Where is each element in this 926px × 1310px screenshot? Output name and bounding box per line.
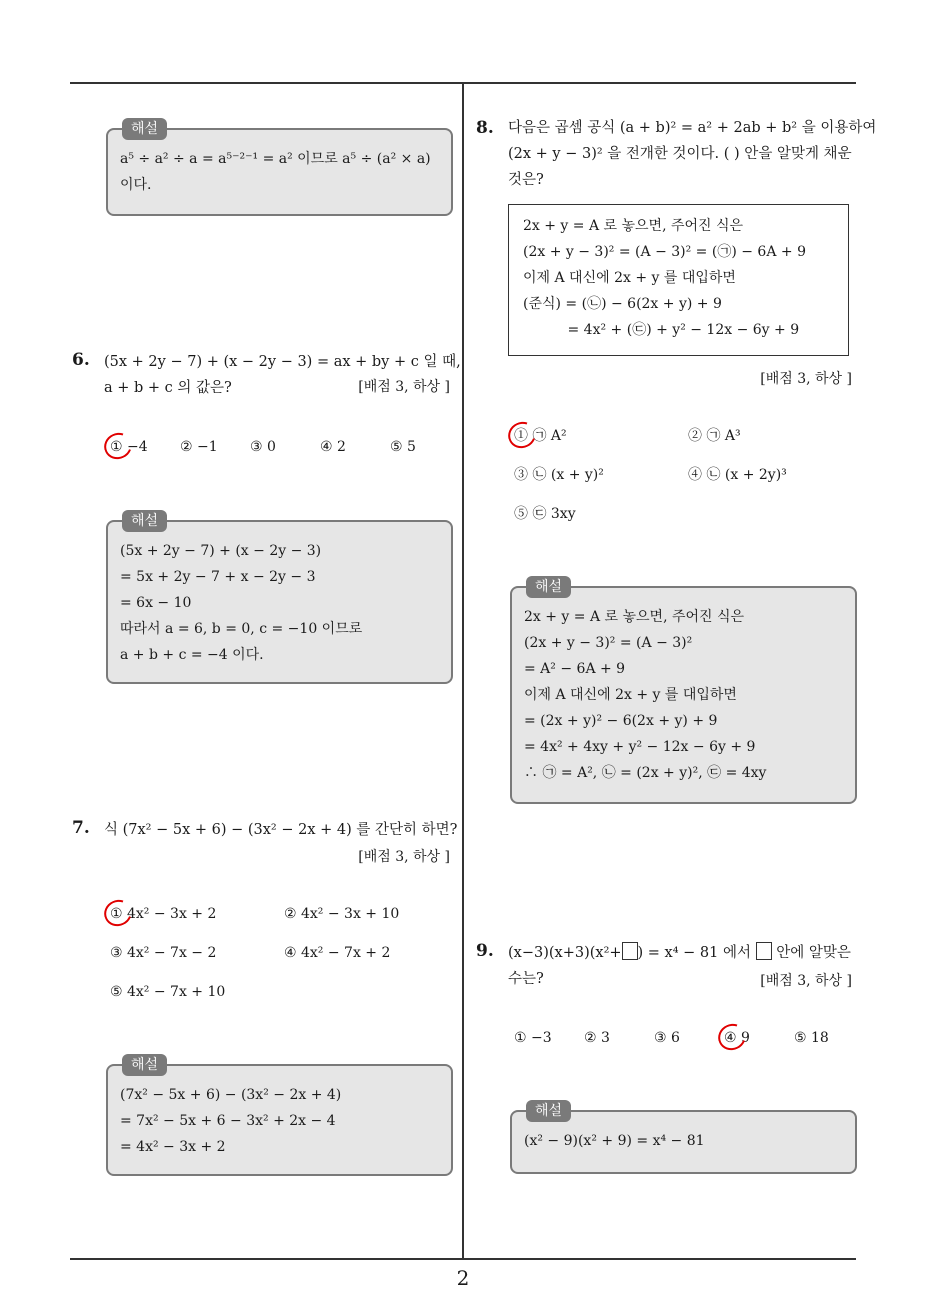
q9-choice-5[interactable]: ⑤ 18 [794, 1030, 829, 1046]
column-divider [462, 84, 464, 1258]
question-6-points: [배점 3, 하상 ] [358, 379, 450, 395]
solution-line: (5x + 2y − 7) + (x − 2y − 3) [120, 543, 322, 559]
answer-mark [714, 1019, 750, 1054]
solution-box-9 [510, 1103, 857, 1174]
answer-mark [504, 417, 540, 452]
q8-choice-3[interactable]: ③ ㉡ (x + y)² [514, 467, 604, 483]
blank-box [756, 942, 772, 960]
question-8-line2: (2x + y − 3)² 을 전개한 것이다. ( ) 안을 알맞게 채운 [508, 146, 852, 162]
q7-choice-1[interactable]: ① 4x² − 3x + 2 [110, 906, 217, 922]
given-line: 2x + y = A 로 놓으면, 주어진 식은 [523, 218, 744, 234]
question-9-part2: ) = x⁴ − 81 에서 [637, 945, 751, 961]
question-9-line2: 수는? [508, 971, 544, 987]
question-9-points: [배점 3, 하상 ] [760, 973, 852, 989]
given-line: (준식) = (㉡) − 6(2x + y) + 9 [523, 296, 722, 312]
solution-line: (7x² − 5x + 6) − (3x² − 2x + 4) [120, 1087, 342, 1103]
solution-box-8 [510, 579, 857, 804]
q8-choice-5[interactable]: ⑤ ㉢ 3xy [514, 506, 576, 522]
question-9-part1: (x−3)(x+3)(x²+ [508, 945, 622, 961]
solution-line: = A² − 6A + 9 [524, 661, 626, 677]
solution-line: (2x + y − 3)² = (A − 3)² [524, 635, 693, 651]
q6-choice-3[interactable]: ③ 0 [250, 439, 276, 455]
q8-choice-2[interactable]: ② ㉠ A³ [688, 428, 741, 444]
q6-choice-1[interactable]: ① −4 [110, 439, 148, 455]
given-line: = 4x² + (㉢) + y² − 12x − 6y + 9 [523, 322, 800, 338]
solution-tag: 해설 [122, 1054, 167, 1076]
q6-choice-4[interactable]: ④ 2 [320, 439, 346, 455]
q7-choice-3[interactable]: ③ 4x² − 7x − 2 [110, 945, 217, 961]
solution-line: = (2x + y)² − 6(2x + y) + 9 [524, 713, 718, 729]
question-9-line1 [508, 940, 863, 966]
solution-line: 이제 A 대신에 2x + y 를 대입하면 [524, 687, 737, 703]
question-8-line1: 다음은 곱셈 공식 (a + b)² = a² + 2ab + b² 을 이용하여 [508, 120, 877, 136]
q7-choice-4[interactable]: ④ 4x² − 7x + 2 [284, 945, 391, 961]
given-box [508, 204, 849, 356]
question-9-number: 9. [476, 941, 494, 961]
q8-choice-1[interactable]: ① ㉠ A² [514, 428, 567, 444]
q9-choice-1[interactable]: ① −3 [514, 1030, 552, 1046]
question-7-points: [배점 3, 하상 ] [358, 849, 450, 865]
solution-tag: 해설 [526, 1100, 571, 1122]
bottom-rule [70, 1258, 856, 1260]
solution-tag: 해설 [122, 118, 167, 140]
q9-choice-3[interactable]: ③ 6 [654, 1030, 680, 1046]
solution-line: 2x + y = A 로 놓으면, 주어진 식은 [524, 609, 745, 625]
answer-mark [100, 428, 136, 463]
solution-line: ∴ ㉠ = A², ㉡ = (2x + y)², ㉢ = 4xy [524, 765, 767, 781]
question-7-number: 7. [72, 818, 90, 838]
solution-line: 이다. [120, 177, 152, 193]
solution-line: 따라서 a = 6, b = 0, c = −10 이므로 [120, 621, 363, 637]
solution-tag: 해설 [122, 510, 167, 532]
q9-choice-2[interactable]: ② 3 [584, 1030, 610, 1046]
q6-choice-5[interactable]: ⑤ 5 [390, 439, 416, 455]
solution-line: = 4x² − 3x + 2 [120, 1139, 226, 1155]
blank-box [622, 942, 638, 960]
q7-choice-2[interactable]: ② 4x² − 3x + 10 [284, 906, 400, 922]
q9-choice-4[interactable]: ④ 9 [724, 1030, 750, 1046]
question-8-number: 8. [476, 118, 494, 138]
solution-line: = 5x + 2y − 7 + x − 2y − 3 [120, 569, 316, 585]
question-9-part3: 안에 알맞은 [776, 945, 851, 961]
given-line: 이제 A 대신에 2x + y 를 대입하면 [523, 270, 736, 286]
solution-line: = 4x² + 4xy + y² − 12x − 6y + 9 [524, 739, 756, 755]
solution-tag: 해설 [526, 576, 571, 598]
given-line: (2x + y − 3)² = (A − 3)² = (㉠) − 6A + 9 [523, 244, 806, 260]
question-8-text [508, 115, 877, 193]
solution-line: (x² − 9)(x² + 9) = x⁴ − 81 [524, 1133, 705, 1149]
answer-mark [100, 895, 136, 930]
solution-line: = 6x − 10 [120, 595, 192, 611]
question-6-line2: a + b + c 의 값은? [104, 380, 232, 396]
question-6-line1: (5x + 2y − 7) + (x − 2y − 3) = ax + by + c 일 때, [104, 354, 461, 370]
question-8-points: [배점 3, 하상 ] [760, 371, 852, 387]
q6-choice-2[interactable]: ② −1 [180, 439, 218, 455]
question-8-line3: 것은? [508, 172, 544, 188]
solution-line: a⁵ ÷ a² ÷ a = a⁵⁻²⁻¹ = a² 이므로 a⁵ ÷ (a² × a) [120, 151, 431, 167]
solution-box-5 [106, 121, 453, 216]
q8-choice-4[interactable]: ④ ㉡ (x + 2y)³ [688, 467, 787, 483]
solution-box-7 [106, 1057, 453, 1176]
q7-choice-5[interactable]: ⑤ 4x² − 7x + 10 [110, 984, 226, 1000]
question-7-text: 식 (7x² − 5x + 6) − (3x² − 2x + 4) 를 간단히 하면? [104, 822, 458, 838]
solution-box-6 [106, 513, 453, 684]
solution-line: a + b + c = −4 이다. [120, 647, 264, 663]
question-6-number: 6. [72, 350, 90, 370]
solution-line: = 7x² − 5x + 6 − 3x² + 2x − 4 [120, 1113, 336, 1129]
page-number: 2 [456, 1266, 470, 1290]
